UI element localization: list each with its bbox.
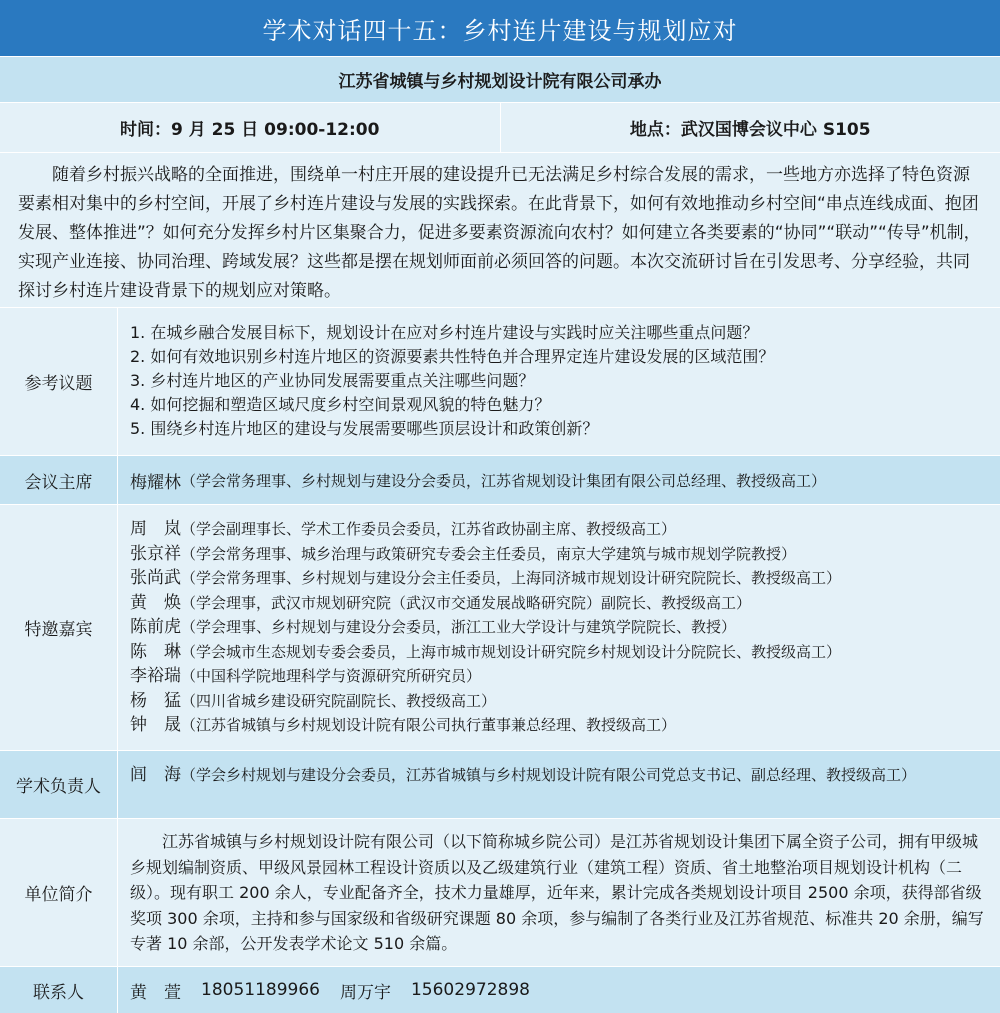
guest-item <box>130 517 990 542</box>
guests-label: 特邀嘉宾 <box>0 505 118 750</box>
guest-desc: （学会理事、乡村规划与建设分会委员，浙江工业大学设计与建筑学院院长、教授） <box>181 618 737 636</box>
guest-desc: （中国科学院地理科学与资源研究所研究员） <box>181 667 482 685</box>
contact-person-1: 黄 萱 <box>130 982 181 1003</box>
guest-name: 钟 晟 <box>130 715 181 735</box>
topic-item: 3. 乡村连片地区的产业协同发展需要重点关注哪些问题？ <box>130 371 535 390</box>
guest-desc: （学会常务理事、乡村规划与建设分会主任委员，上海同济城市规划设计研究院院长、教授级高工） <box>181 569 842 587</box>
guest-name: 陈 琳 <box>130 641 181 662</box>
lead-content <box>118 751 1000 818</box>
guest-desc: （学会副理事长、学术工作委员会委员，江苏省政协副主席、教授级高工） <box>181 520 677 538</box>
chair-content <box>118 456 1000 504</box>
event-time: 时间：9 月 25 日 09:00-12:00 <box>0 103 501 152</box>
event-place: 地点：武汉国博会议中心 S105 <box>629 120 871 140</box>
topics-label: 参考议题 <box>0 308 118 455</box>
guest-desc: （四川省城乡建设研究院副院长、教授级高工） <box>181 691 497 710</box>
guest-name: 张尚武 <box>130 568 181 588</box>
guest-item <box>130 689 990 714</box>
time-place-row <box>0 102 1000 152</box>
guest-item <box>130 566 990 591</box>
topics-list <box>118 308 1000 455</box>
contact-phone-2[interactable]: 15602972898 <box>410 980 530 1000</box>
guest-name: 张京祥 <box>130 543 181 564</box>
guests-row <box>0 504 1000 750</box>
guest-item <box>130 615 990 640</box>
unit-label: 单位简介 <box>0 819 118 966</box>
guest-item <box>130 591 990 616</box>
contact-row <box>0 966 1000 1013</box>
contact-content <box>118 967 1000 1013</box>
chair-name: 梅耀林 <box>130 472 181 493</box>
chair-label: 会议主席 <box>0 456 118 504</box>
guest-desc: （学会理事，武汉市规划研究院（武汉市交通发展战略研究院）副院长、教授级高工） <box>181 593 752 612</box>
guest-name: 李裕瑞 <box>130 666 181 686</box>
guest-desc: （学会城市生态规划专委会委员，上海市城市规划设计研究院乡村规划设计分院院长、教授级高工） <box>181 642 842 661</box>
guest-name: 陈前虎 <box>130 617 181 637</box>
topic-item: 2. 如何有效地识别乡村连片地区的资源要素共性特色并合理界定连片建设发展的区域范围？ <box>130 347 775 366</box>
topic-item: 5. 围绕乡村连片地区的建设与发展需要哪些顶层设计和政策创新？ <box>130 419 599 438</box>
unit-row <box>0 818 1000 966</box>
topic-item: 1. 在城乡融合发展目标下，规划设计在应对乡村连片建设与实践时应关注哪些重点问题？ <box>130 323 759 342</box>
organizer-line: 江苏省城镇与乡村规划设计院有限公司承办 <box>0 56 1000 102</box>
contact-person-2: 周万宇 <box>339 982 391 1003</box>
guest-name: 周 岚 <box>130 519 181 539</box>
guests-list <box>118 505 1000 750</box>
contact-label: 联系人 <box>0 967 118 1013</box>
guest-desc: （江苏省城镇与乡村规划设计院有限公司执行董事兼总经理、教授级高工） <box>181 716 677 734</box>
unit-intro: 江苏省城镇与乡村规划设计院有限公司（以下简称城乡院公司）是江苏省规划设计集团下属全资子公司，拥有甲级城乡规划编制资质、甲级风景园林工程设计资质以及乙级建筑行业（建筑工程）资质、省土地整治项目规划设计机构（二级）。现有职工 200 余人，专业配备齐全，技术力量雄厚，近年来，累计完成各类规划设计项目 2500 余项，获得部省级奖项 300 余项，主持和参与国家级和省级研究课题 80 余项，参与编制了各类行业及江苏省规范、标准共 20 余册，编写专著 10 余部，公开发表学术论文 510 余篇。 <box>130 832 984 953</box>
guest-name: 黄 焕 <box>130 592 181 613</box>
contact-phone-1[interactable]: 18051189966 <box>201 980 320 1000</box>
lead-desc: （学会乡村规划与建设分会委员，江苏省城镇与乡村规划设计院有限公司党总支书记、副总经理、教授级高工） <box>181 766 917 784</box>
guest-item <box>130 664 990 689</box>
guest-item <box>130 640 990 665</box>
chair-desc: （学会常务理事、乡村规划与建设分会委员，江苏省规划设计集团有限公司总经理、教授级高工） <box>181 471 827 490</box>
chair-row <box>0 455 1000 504</box>
lead-name: 闾 海 <box>130 765 181 785</box>
topics-row <box>0 307 1000 455</box>
intro-paragraph: 随着乡村振兴战略的全面推进，围绕单一村庄开展的建设提升已无法满足乡村综合发展的需求，一些地方亦选择了特色资源要素相对集中的乡村空间，开展了乡村连片建设与发展的实践探索。在此背景下，如何有效地推动乡村空间“串点连线成面、抱团发展、整体推进”？如何充分发挥乡村片区集聚合力，促进多要素资源流向农村？如何建立各类要素的“协同”“联动”“传导”机制，实现产业连接、协同治理、跨域发展？这些都是摆在规划师面前必须回答的问题。本次交流研讨旨在引发思考、分享经验，共同探讨乡村连片建设背景下的规划应对策略。 <box>0 152 1000 307</box>
guest-name: 杨 猛 <box>130 690 181 711</box>
guest-item <box>130 542 990 567</box>
guest-item <box>130 713 990 738</box>
topic-item: 4. 如何挖掘和塑造区域尺度乡村空间景观风貌的特色魅力？ <box>130 395 551 414</box>
lead-row <box>0 750 1000 818</box>
lead-label: 学术负责人 <box>0 751 118 818</box>
guest-desc: （学会常务理事、城乡治理与政策研究专委会主任委员，南京大学建筑与城市规划学院教授） <box>181 544 797 563</box>
page-title: 学术对话四十五：乡村连片建设与规划应对 <box>0 0 1000 56</box>
